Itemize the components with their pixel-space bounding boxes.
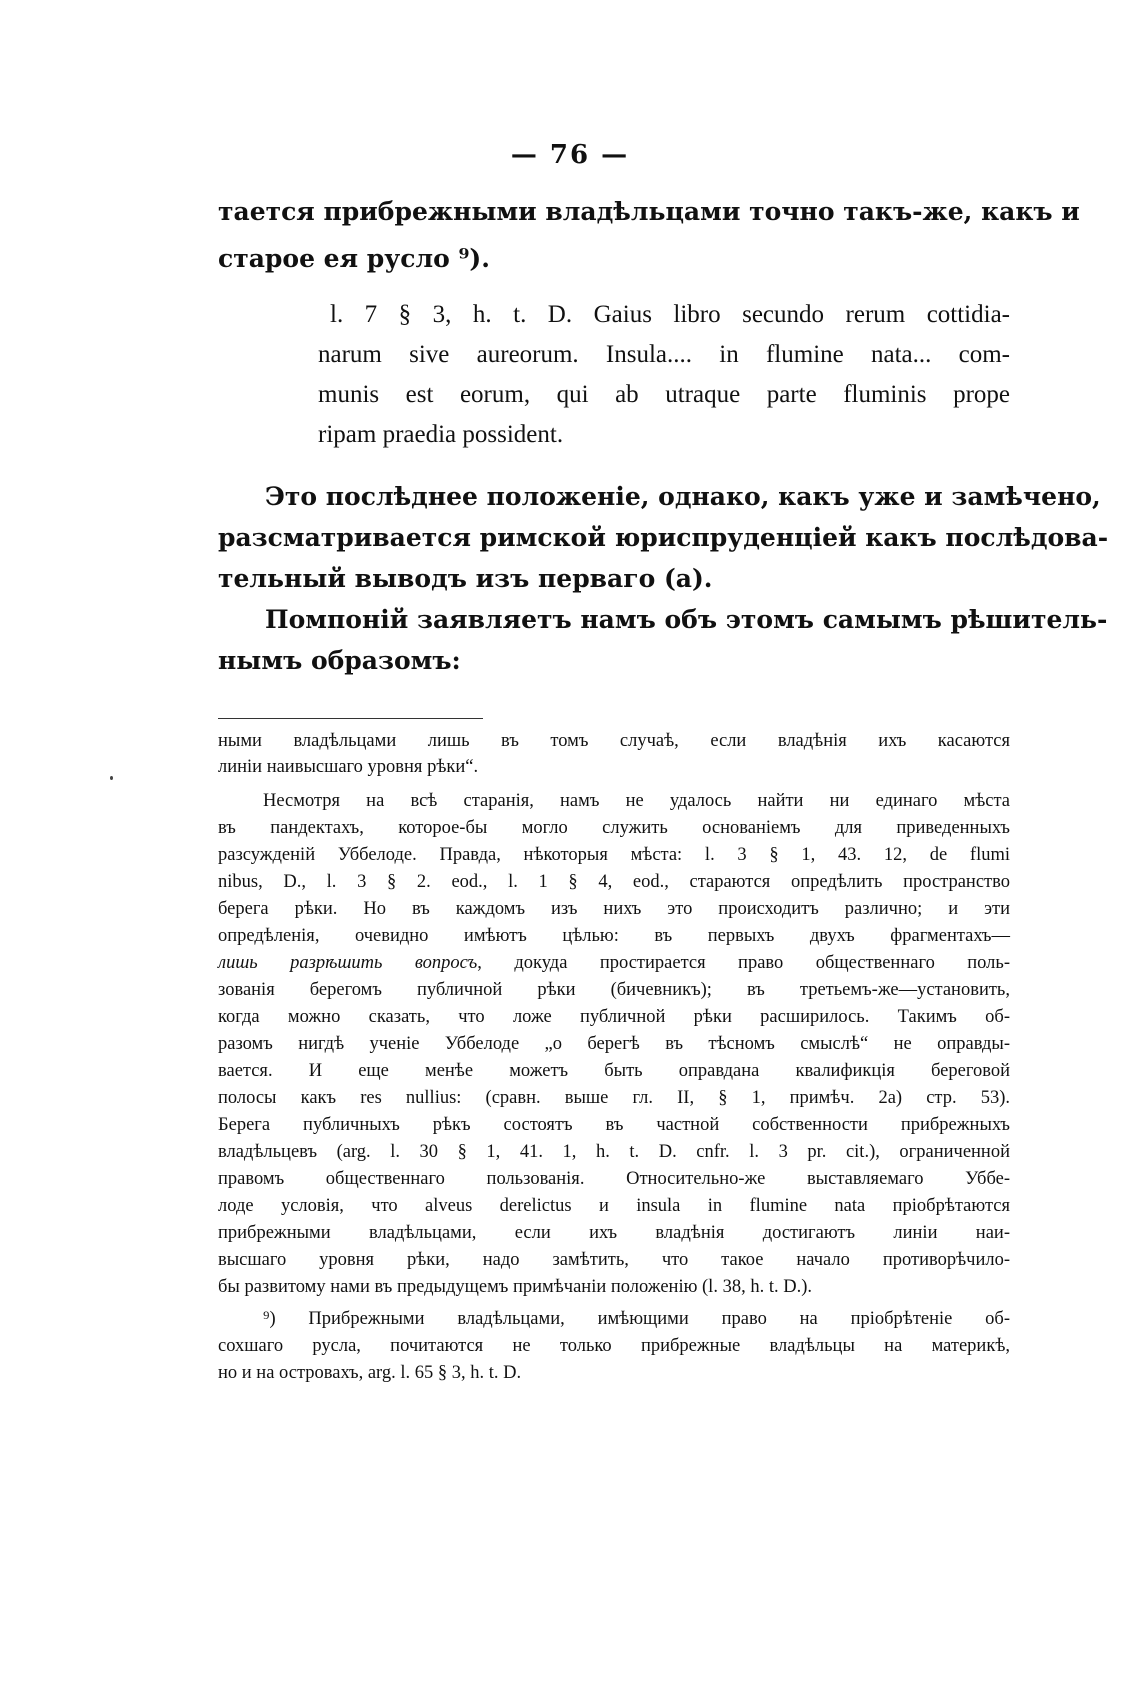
footnote-line: когда можно сказать, что ложе публичной рѣки расширилось. Такимъ об- <box>218 1007 1010 1027</box>
footnote-line: nibus, D., l. 3 § 2. eod., l. 1 § 4, eod., стараются опредѣлить пространство <box>218 872 1010 892</box>
footnote-line: зованія берегомъ публичной рѣки (бичевникъ); въ третьемъ-же—установить, <box>218 980 1010 1000</box>
footnote-line: лоде условія, что alveus derelictus и insula in flumine nata пріобрѣтаются <box>218 1196 1010 1216</box>
footnote-separator <box>218 718 483 719</box>
footnote-line: Несмотря на всѣ старанія, намъ не удалось найти ни единаго мѣста <box>263 791 1010 811</box>
footnote-line: высшаго уровня рѣки, надо замѣтить, что такое начало противорѣчило- <box>218 1250 1010 1270</box>
body-text-line: разсматривается римской юриспруденціей какъ послѣдова- <box>218 523 1109 552</box>
footnote-line: правомъ общественнаго пользованія. Относительно-же выставляемаго Уббе- <box>218 1169 1010 1189</box>
body-text-line: тается прибрежными владѣльцами точно такъ-же, какъ и <box>218 197 1080 226</box>
footnote-line: Берега публичныхъ рѣкъ состоятъ въ частной собственности прибрежныхъ <box>218 1115 1010 1135</box>
footnote-line: ными владѣльцами лишь въ томъ случаѣ, если владѣнія ихъ касаются <box>218 731 1010 751</box>
footnote-line: берега рѣки. Но въ каждомъ изъ нихъ это происходитъ различно; и эти <box>218 899 1010 919</box>
body-text-line: Помпоній заявляетъ намъ объ этомъ самымъ рѣшитель- <box>265 605 1108 634</box>
footnote-line: въ пандектахъ, которое-бы могло служить основаніемъ для приведенныхъ <box>218 818 1010 838</box>
citation-line: munis est eorum, qui ab utraque parte fluminis prope <box>318 381 1010 408</box>
scan-speck <box>110 776 113 780</box>
footnote-line: владѣльцевъ (arg. l. 30 § 1, 41. 1, h. t. D. cnfr. l. 3 pr. cit.), ограниченной <box>218 1142 1010 1162</box>
footnote-line-tail: , докуда простирается право общественнаго поль- <box>477 953 1011 973</box>
footnote-line: вается. И еще менѣе можетъ быть оправдана квалификція береговой <box>218 1061 1010 1081</box>
body-text-line: нымъ образомъ: <box>218 646 461 675</box>
footnote-9-line: но и на островахъ, arg. l. 65 § 3, h. t. D. <box>218 1363 522 1383</box>
citation-line: l. 7 § 3, h. t. D. Gaius libro secundo rerum cottidia- <box>330 301 1010 328</box>
citation-line: ripam praedia possident. <box>318 421 564 448</box>
footnote-9-line: ⁹) Прибрежными владѣльцами, имѣющими право на пріобрѣтеніе об- <box>263 1309 1010 1329</box>
footnote-9-line: сохшаго русла, почитаются не только прибрежные владѣльцы на материкѣ, <box>218 1336 1010 1356</box>
body-text-line: тельный выводъ изъ перваго (а). <box>218 564 713 593</box>
footnote-line-with-italic <box>218 950 1010 977</box>
body-text-line: Это послѣднее положеніе, однако, какъ уже и замѣчено, <box>265 482 1101 511</box>
citation-line: narum sive aureorum. Insula.... in flumine nata... com- <box>318 341 1010 368</box>
footnote-line: разсужденій Уббелоде. Правда, нѣкоторыя мѣста: l. 3 § 1, 43. 12, de flumi <box>218 845 1010 865</box>
footnote-line: разомъ нигдѣ ученіе Уббелоде „о берегѣ въ тѣсномъ смыслѣ“ не оправды- <box>218 1034 1010 1054</box>
footnote-line: прибрежными владѣльцами, если ихъ владѣнія достигаютъ линіи наи- <box>218 1223 1010 1243</box>
footnote-line: бы развитому нами въ предыдущемъ примѣчаніи положенію (l. 38, h. t. D.). <box>218 1277 812 1297</box>
footnote-line: полосы какъ res nullius: (сравн. выше гл. II, § 1, примѣч. 2а) стр. 53). <box>218 1088 1010 1108</box>
footnote-line: опредѣленія, очевидно имѣютъ цѣлью: въ первыхъ двухъ фрагментахъ— <box>218 926 1010 946</box>
italic-phrase: лишь разрѣшить вопросъ <box>218 953 478 973</box>
page-number: — 76 — <box>510 140 630 170</box>
footnote-line: линіи наивысшаго уровня рѣки“. <box>218 757 479 777</box>
body-text-line: старое ея русло ⁹). <box>218 244 490 273</box>
